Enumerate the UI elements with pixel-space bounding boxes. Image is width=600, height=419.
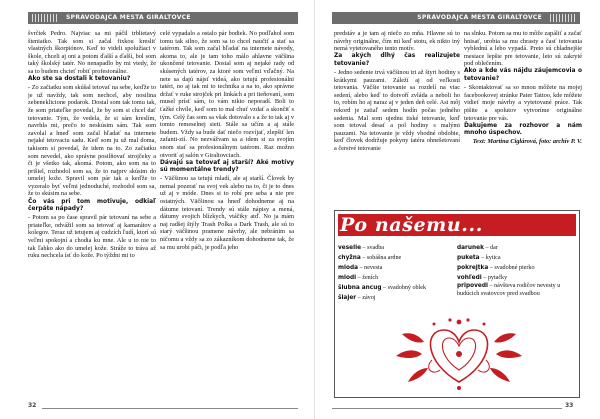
right-page-header — [332, 12, 580, 24]
glossary-word: mlodi — [338, 275, 357, 281]
folk-heart-ornament — [384, 312, 534, 394]
ornament-center-dot — [456, 351, 462, 357]
glossary-entry: mlodi – ženích — [338, 275, 379, 281]
ornament-dot — [457, 386, 461, 390]
right-header-title: SPRAVODAJCA MESTA GIRALTOVCE — [413, 13, 546, 23]
paragraph: - Skontaktovať sa so mnou môžete na mojej facebookovej stránke Pater Tattoo, kde môžete vidieť moje návrhy a vytetované práce. Tak pišite a spolutov vytvoríme originálne tetovanie pre vás. — [464, 84, 582, 122]
glossary-word: darunek — [457, 245, 484, 251]
interview-question: Čo vás pri tom motivuje, odkiaľ čerpáte nápady? — [28, 198, 156, 213]
glossary-word: pripovedi — [457, 283, 488, 289]
ornament-right-leaf-low — [490, 368, 510, 382]
ornament-left-leaf-low — [408, 368, 428, 382]
left-header-title: SPRAVODAJCA MESTA GIRALTOVCE — [62, 13, 195, 23]
paragraph: na slnku. Potom sa mu to môže zapáliť a začať hnisať, urobia sa mu chrasty a časť tetovania vyblednú a lebo vypadá. Preto sú chladnejšie mesiace lepšie pre tetovanie, leto sú zakryté pod oblečením. — [464, 30, 582, 68]
glossary-word: vohľedi — [457, 275, 482, 281]
article-column-1 — [28, 30, 156, 260]
glossary-meaning: ženích — [362, 275, 379, 281]
glossary-list-left — [338, 243, 458, 303]
closing-thanks: Ďakujeme za rozhovor a nám mnoho úspechov. — [464, 122, 582, 137]
ornament-dot — [483, 323, 486, 326]
interview-question: Ako a kde vás nájdu záujemcovia o tetovanie? — [464, 68, 582, 83]
article-column-3 — [334, 30, 460, 153]
glossary-meaning: dar — [490, 245, 498, 251]
glossary-entry: puketa – kytica — [457, 255, 501, 261]
paragraph: celé vypadalo a ostalo pár bodiek. No podľahol som tomu tak silno, že som sa to chcel naučiť a stať sa tatérom. Tak som začal hľadať na internete návody, akoma to, ale je tam toho málo ahlavne väčšina ukončené tetovanie. Dostal som aj nejaké rady od skúsených tatérov, za ktoré som veľmi vďačný. Na nete sa dajú nájsť videá, ako tetujú profesionálni tatéri, no aj tak mi to technika a na to, ako správne držať v ruke strojček pri linkách a pri tieňovaní, som musel prísť sám, to vám nikto neporadí. Boli to ťažké chvíle, keď som to mal chuť vzdať a skončiť s tým. Celý čas som sa však dotovalo s a že to tak aj v tomto remeselnej sieti. Stále sa učím a aj stále budem. Vždy sa bude dať niečo rozvíjať, zlepšiť len zafanti-zií. No nezvážvam sa a idem si za svojím snom stať sa profesionálnym tatérom. Raz možno otvoriť aj salón v Giraltovciach. — [160, 30, 294, 159]
ornament-left-swirl — [429, 360, 440, 372]
paragraph: predstáv a je tam aj niečo zo mňa. Hlavne sú to návrhy originálne, čím mi keď stotu, ek nikto iný nemá vytetovaného tento motív. — [334, 30, 460, 53]
author-credit: Text: Martina Ciglárová, foto: archív P. V. — [472, 138, 582, 146]
glossary-banner — [338, 214, 576, 236]
glossary-list-right — [457, 243, 577, 298]
article-column-4 — [464, 30, 582, 146]
paragraph: švrčiek Pedro. Najviac sa mi páčil trblietavý šteniatko. Tak som si začal fixkou kresliť vlastných škorpiónov. Keď to videli spolužiaci v škole, chceli aj oni a potom ďalší a ďalší, bol som taký školský tatér. No nenapadlo by mi vtedy, že sa to budem chcieť robiť profesionálne. — [28, 30, 156, 75]
interview-question: Za akých dlhý čas realizujete tetovanie? — [334, 53, 460, 67]
glossary-meaning: pytačky — [487, 275, 508, 281]
glossary-entry: šlajer – závoj — [338, 295, 376, 301]
page-spine — [314, 0, 315, 419]
ornament-right-leaf-small — [494, 333, 516, 342]
glossary-meaning: svadobný oblek — [387, 285, 427, 291]
ornament-dot — [448, 318, 451, 321]
glossary-word: pokrejtka — [457, 265, 489, 271]
paragraph: - Potom sa po čase spravil pár tetovaní na sebe a priateľke, odvážil som sa tetovať aj kamarátov a kolegov. Teraz už tetujem aj cudzích ľudí, ktorí sú veľmi spokojní a chodia ku mne. Ale u to nie to tak ľahko ako do umelej kože. Stráže to tráva až ruku nechcela ísť do kože. Po týždni mi to — [28, 214, 156, 260]
article-column-2 — [160, 30, 294, 252]
ornament-dot — [466, 318, 469, 321]
ornament-left-leaf-small — [402, 333, 424, 342]
glossary-word: puketa — [457, 255, 480, 261]
glossary-entry: chyžna – sobášna ardne — [338, 255, 402, 261]
glossary-meaning: závoj — [362, 295, 376, 301]
glossary-word: mloda — [338, 265, 359, 271]
glossary-entry: pokrejtka – svadobné pierko — [457, 265, 535, 271]
glossary-entry: mloda – nevesta — [338, 265, 383, 271]
left-page-header — [28, 12, 298, 24]
glossary-banner-title: Po našemu... — [340, 214, 483, 236]
glossary-meaning: kytica — [485, 255, 501, 261]
paragraph: - Väčšinou sa tetujú mladí, ale aj starší. Človek by nemal pozerať na svoj vek alebo na to, či je to dnes už aj v móde. Dnes si to robí pre seba a nie pre ostatných. Väčšinou sa hneď dohodneme aj na dátume tetovaní. Trendy sú stále nápisy a mená, dátumy svojich blízkych, vtáčiky atď. No ja mám naj radšej štýly Trash Polka a Dark Trash, ale sú to starý väčšinou pramene návrhy, ale nebránim sa ničomu a vždy sa zo zákazníkom dohodneme tak, že sa mu urobí páči, je podľa jeho — [160, 175, 294, 251]
paragraph: - Zo začiatku som skúšal tetovať na sebe, keďže to je už navždy, tak som nechcel, aby nosilina zebeneklicione podarok. Dostal som tak tomu tak, že som priateľke povedal, že by som si chcel dať tetovanie. Tým, že vedela, že si sám kreslím, navrhla mi, prečo to neskúsim sám. Tak som zavolal a hneď som začal hľadať na internete nejaké tetovaciu sadu. Keď som ju už mal doma, takisom si povedal, že idem na to. Zo začiatku som nevedel, ako správne posilňovať strojčeky a či je všetko tak, akomá. Potom, ako som na to prišiel, rozhodol som sa, že to najprv skúsim do umelej kože. Spravil som pár tak a keďže to vyzeralo byť veľmi jednoduché, rozhodol som sa, že to skúsim na sebe. — [28, 84, 156, 198]
glossary-word: šlajer — [338, 295, 357, 301]
header-stripe-decoration — [32, 14, 58, 22]
interview-question: Dávajú sa tetovať aj starší? Aké motívy sú momentálne trendy? — [160, 159, 294, 174]
ornament-left-leaf — [396, 350, 422, 358]
glossary-word: veselie — [338, 245, 361, 251]
glossary-entry: darunek – dar — [457, 245, 498, 251]
glossary-meaning: nevesta — [364, 265, 383, 271]
header-stripe-decoration — [550, 14, 576, 22]
glossary-meaning: svadba — [367, 245, 385, 251]
left-footer-rule — [42, 408, 298, 409]
glossary-entry: vohľedi – pytačky — [457, 275, 508, 281]
ornament-right-leaf — [496, 350, 522, 358]
glossary-meaning: návšteva rodičov nevesty u budúcich svatovcov pred svadbou — [457, 283, 561, 297]
ornament-right-swirl — [478, 360, 489, 372]
glossary-entry: šlubna ancug – svadobný oblek — [338, 285, 427, 291]
glossary-meaning: svadobné pierko — [494, 265, 535, 271]
ornament-dot — [433, 323, 436, 326]
left-page-number: 32 — [28, 402, 37, 409]
paragraph: - Jedno sedenie trvá väčšinou tri až štyri hodiny s krátkymi pauzami. Záleží aj od veľkosti tetovania. Väčšie tetovanie sa rozdelí na viac sedení, alebo keď to dotvoří zvláda a neboli ho to, robím ho aj naraz aj v jeden deň celé. Asi môj rekord je zatiaľ sedem hodín počas jedného sedenia. Mal som ujednu tiské tetovanie, keď som tetoval desať a pol hodiny s malými pauzami. Na tetovanie je vždy vhodné obdobie, keď človek dodržuje pokyny tatéra ohnešetovaní a čerstvé tetovanie — [334, 68, 460, 152]
ornament-dot — [457, 320, 462, 325]
glossary-word: chyžna — [338, 255, 361, 261]
right-footer-rule — [332, 408, 562, 409]
glossary-entry: pripovedi – návšteva rodičov nevesty u budúcich svatovcov pred svadbou — [457, 283, 561, 297]
glossary-entry: veselie – svadba — [338, 245, 385, 251]
right-page-number: 33 — [565, 402, 574, 409]
glossary-meaning: sobášna ardne — [366, 255, 402, 261]
interview-question: Ako ste sa dostali k tetovaniu? — [28, 76, 131, 83]
glossary-word: šlubna ancug — [338, 285, 382, 291]
